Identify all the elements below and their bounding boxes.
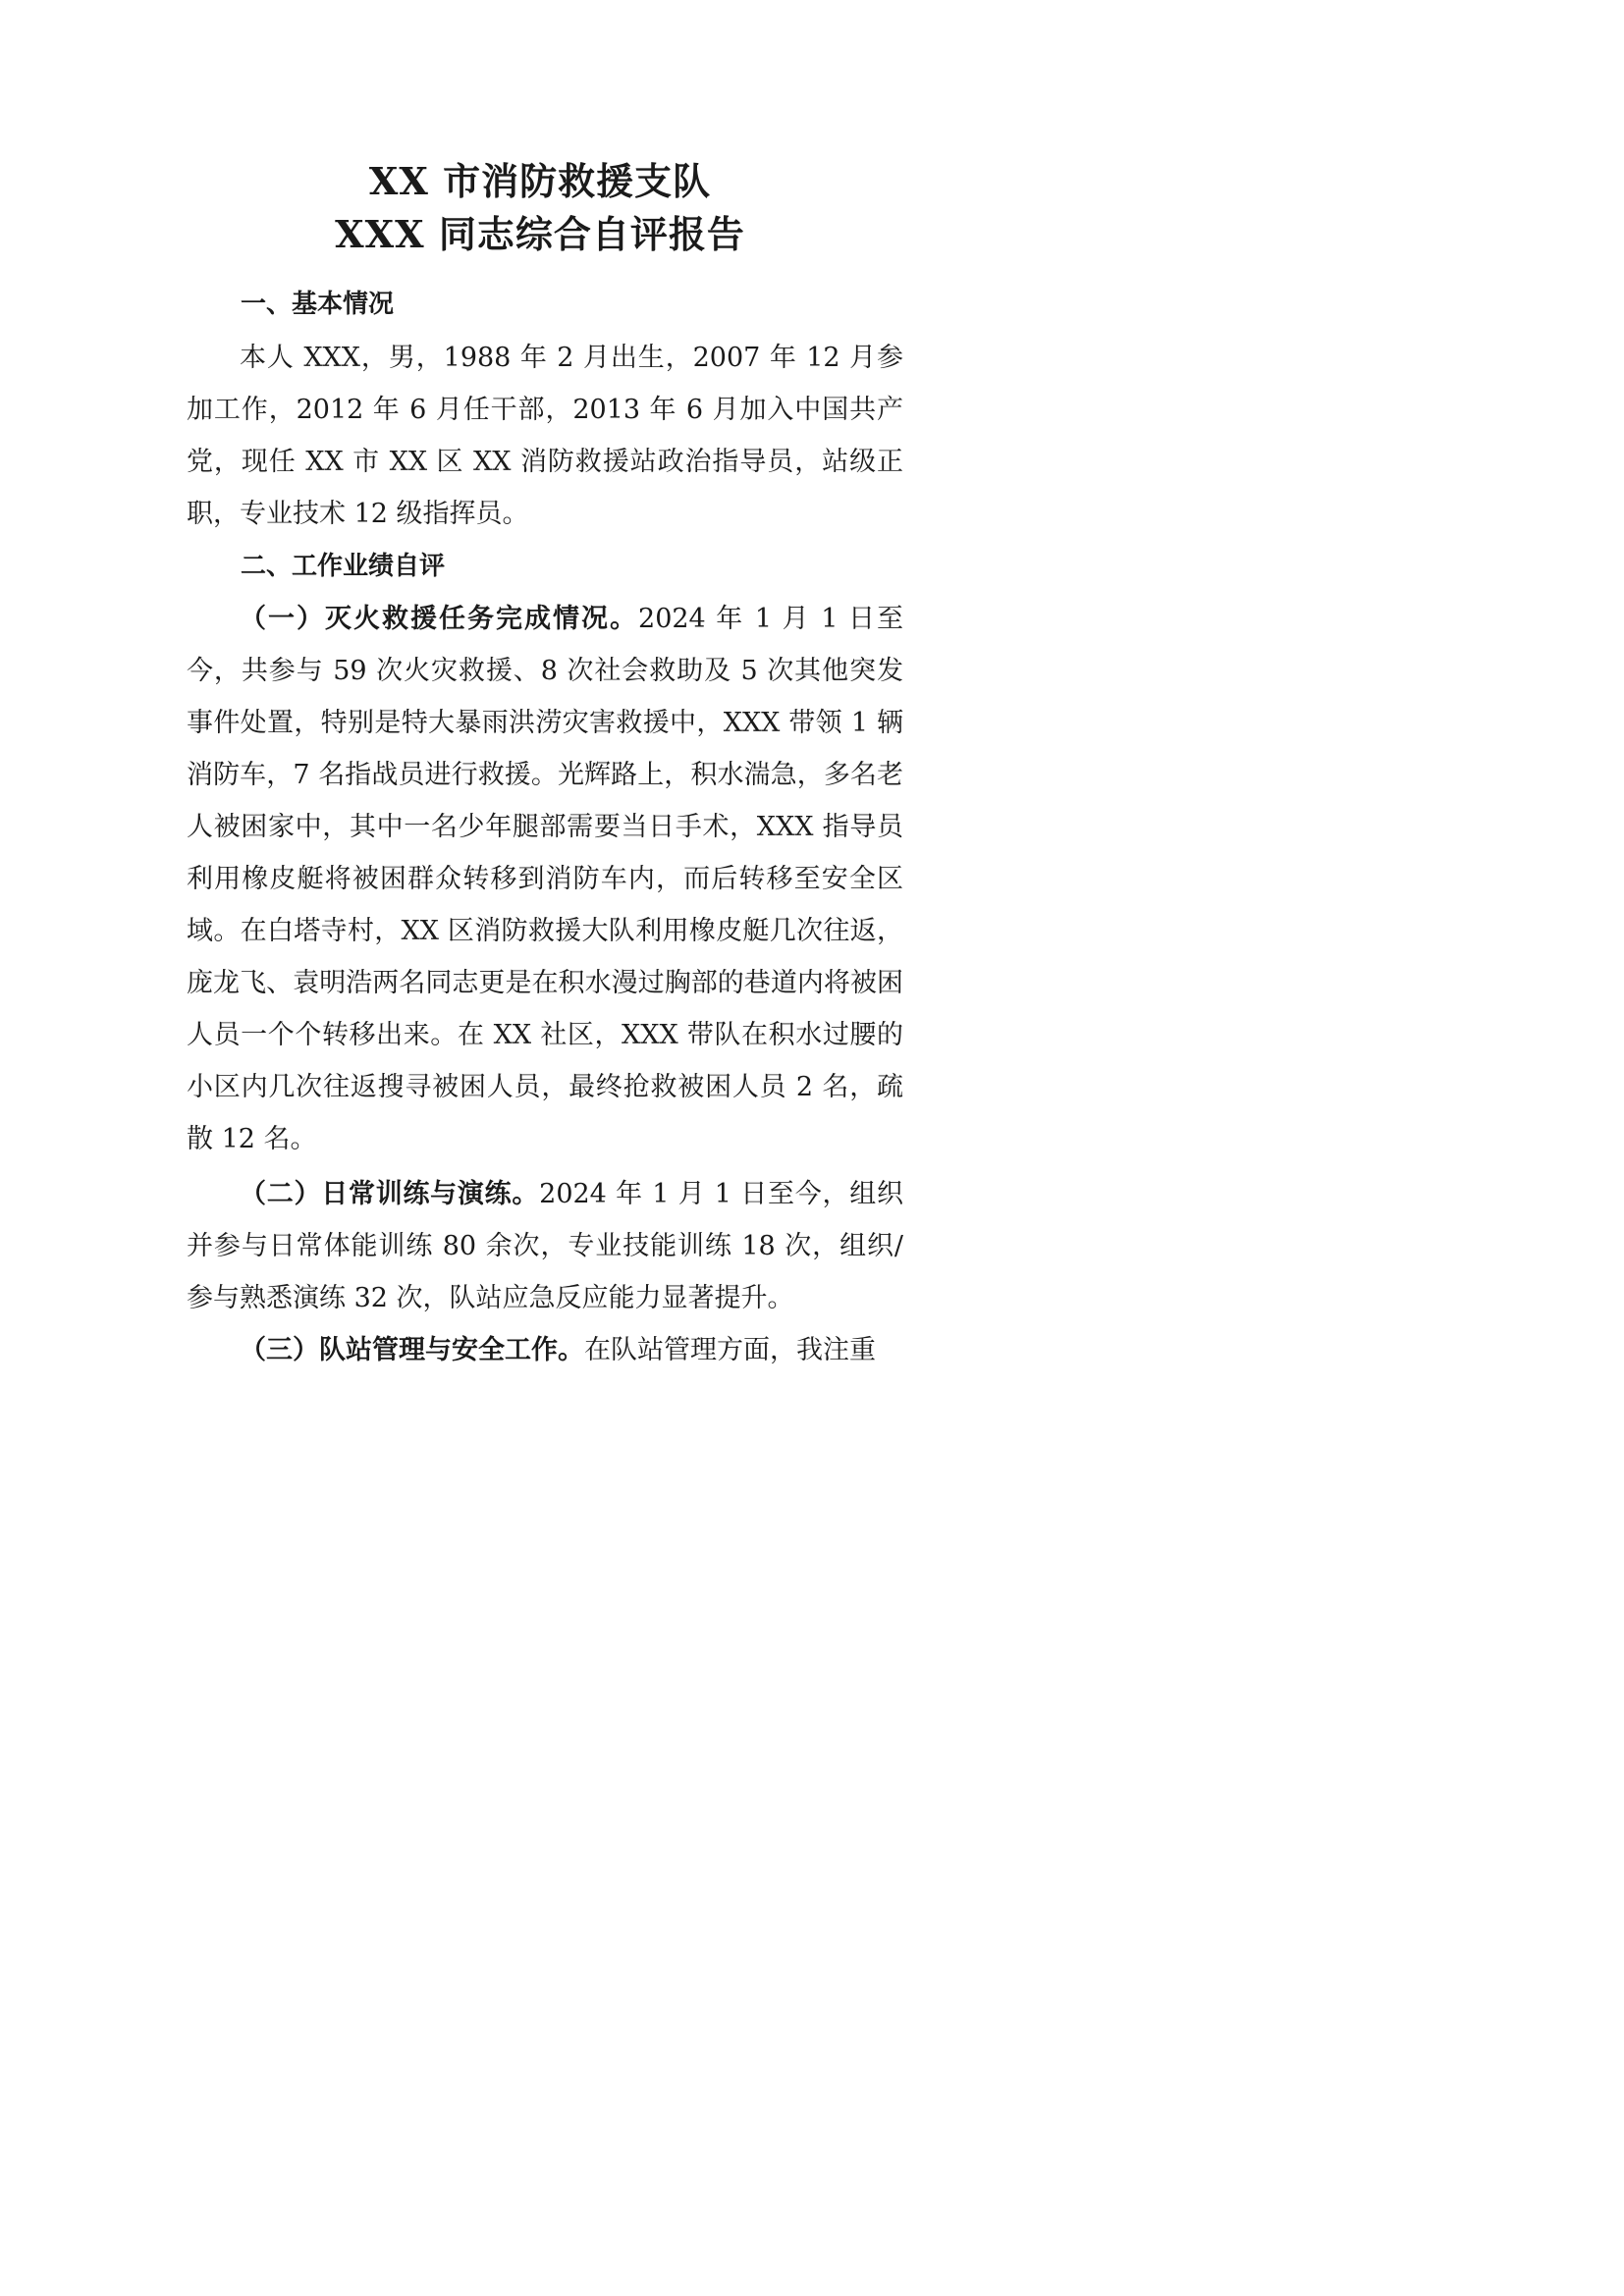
subsection-training	[187, 1168, 903, 1324]
document-title-line1: XX 市消防救援支队	[368, 159, 712, 203]
subsection-firefighting	[187, 593, 903, 1165]
training-paragraph	[187, 1168, 903, 1324]
subsection-station-management	[187, 1324, 903, 1376]
training-subtitle: （二）日常训练与演练。	[240, 1179, 540, 1209]
section-heading-performance: 二、工作业绩自评	[241, 552, 446, 581]
station-management-subtitle: （三）队站管理与安全工作。	[240, 1335, 584, 1365]
station-management-paragraph	[187, 1324, 903, 1376]
section-heading-basic-info: 一、基本情况	[241, 290, 395, 319]
firefighting-subtitle: （一）灭火救援任务完成情况。	[240, 604, 639, 634]
firefighting-paragraph	[187, 593, 903, 1165]
document-title-line2: XXX 同志综合自评报告	[335, 212, 745, 256]
training-text: 2024 年 1 月 1 日至今，组织并参与日常体能训练 80 余次，专业技能训练 18 次，组织/参与熟悉演练 32 次，队站应急反应能力显著提升。	[187, 1179, 903, 1313]
basic-info-paragraph: 本人 XXX，男，1988 年 2 月出生，2007 年 12 月参加工作，2012 年 6 月任干部，2013 年 6 月加入中国共产党，现任 XX 市 XX 区 XX 消防救援站政治指导员，站级正职，专业技术 12 级指挥员。	[187, 343, 903, 529]
document-page	[0, 0, 1080, 1527]
station-management-text: 在队站管理方面，我注重	[584, 1335, 876, 1365]
firefighting-text: 2024 年 1 月 1 日至今，共参与 59 次火灾救援、8 次社会救助及 5 次其他突发事件处置，特别是特大暴雨洪涝灾害救援中，XXX 带领 1 辆消防车，7 名指战员进行救援。光辉路上，积水湍急，多名老人被困家中，其中一名少年腿部需要当日手术，XXX 指导员利用橡皮艇将被困群众转移到消防车内，而后转移至安全区域。在白塔寺村，XX 区消防救援大队利用橡皮艇几次往返，庞龙飞、袁明浩两名同志更是在积水漫过胸部的巷道内将被困人员一个个转移出来。在 XX 社区，XXX 带队在积水过腰的小区内几次往返搜寻被困人员，最终抢救被困人员 2 名，疏散 12 名。	[187, 604, 904, 1154]
section-basic-info-body	[187, 332, 903, 540]
